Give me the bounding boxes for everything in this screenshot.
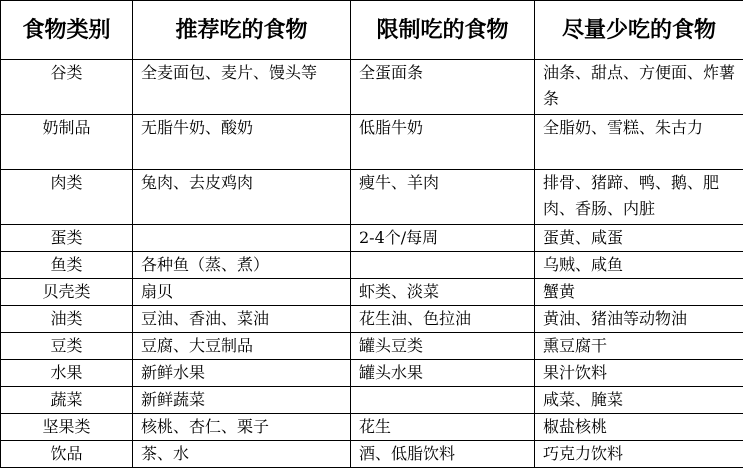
avoid-cell: 全脂奶、雪糕、朱古力 <box>535 115 743 170</box>
category-cell: 油类 <box>1 306 133 333</box>
avoid-cell: 果汁饮料 <box>535 360 743 387</box>
table-row <box>1 360 743 387</box>
limited-cell: 瘦牛、羊肉 <box>351 170 535 225</box>
table-row <box>1 170 743 225</box>
table-row <box>1 387 743 414</box>
limited-cell <box>351 387 535 414</box>
avoid-cell: 熏豆腐干 <box>535 333 743 360</box>
recommended-cell: 豆腐、大豆制品 <box>133 333 351 360</box>
category-cell: 坚果类 <box>1 414 133 441</box>
category-cell: 饮品 <box>1 441 133 468</box>
table-row <box>1 306 743 333</box>
category-cell: 贝壳类 <box>1 279 133 306</box>
header-row <box>1 1 743 60</box>
category-cell: 鱼类 <box>1 252 133 279</box>
table-row <box>1 225 743 252</box>
limited-cell: 酒、低脂饮料 <box>351 441 535 468</box>
header-recommended: 推荐吃的食物 <box>133 1 351 60</box>
recommended-cell: 新鲜水果 <box>133 360 351 387</box>
recommended-cell: 兔肉、去皮鸡肉 <box>133 170 351 225</box>
recommended-cell: 核桃、杏仁、栗子 <box>133 414 351 441</box>
avoid-cell: 椒盐核桃 <box>535 414 743 441</box>
recommended-cell: 无脂牛奶、酸奶 <box>133 115 351 170</box>
recommended-cell <box>133 225 351 252</box>
table-row <box>1 252 743 279</box>
category-cell: 水果 <box>1 360 133 387</box>
table-row <box>1 60 743 115</box>
avoid-cell: 蟹黄 <box>535 279 743 306</box>
limited-cell: 花生油、色拉油 <box>351 306 535 333</box>
avoid-cell: 黄油、猪油等动物油 <box>535 306 743 333</box>
recommended-cell: 全麦面包、麦片、馒头等 <box>133 60 351 115</box>
table-row <box>1 115 743 170</box>
table-row <box>1 441 743 468</box>
category-cell: 蔬菜 <box>1 387 133 414</box>
header-category: 食物类别 <box>1 1 133 60</box>
category-cell: 肉类 <box>1 170 133 225</box>
limited-cell: 花生 <box>351 414 535 441</box>
limited-cell: 低脂牛奶 <box>351 115 535 170</box>
limited-cell: 罐头豆类 <box>351 333 535 360</box>
recommended-cell: 新鲜蔬菜 <box>133 387 351 414</box>
header-limited: 限制吃的食物 <box>351 1 535 60</box>
table-row <box>1 414 743 441</box>
category-cell: 豆类 <box>1 333 133 360</box>
limited-cell: 2-4个/每周 <box>351 225 535 252</box>
avoid-cell: 咸菜、腌菜 <box>535 387 743 414</box>
limited-cell <box>351 252 535 279</box>
recommended-cell: 各种鱼（蒸、煮） <box>133 252 351 279</box>
limited-cell: 罐头水果 <box>351 360 535 387</box>
avoid-cell: 油条、甜点、方便面、炸薯条 <box>535 60 743 115</box>
avoid-cell: 排骨、猪蹄、鸭、鹅、肥肉、香肠、内脏 <box>535 170 743 225</box>
limited-cell: 虾类、淡菜 <box>351 279 535 306</box>
category-cell: 蛋类 <box>1 225 133 252</box>
table-row <box>1 333 743 360</box>
avoid-cell: 乌贼、咸鱼 <box>535 252 743 279</box>
header-avoid: 尽量少吃的食物 <box>535 1 743 60</box>
recommended-cell: 茶、水 <box>133 441 351 468</box>
table-row <box>1 279 743 306</box>
category-cell: 谷类 <box>1 60 133 115</box>
avoid-cell: 蛋黄、咸蛋 <box>535 225 743 252</box>
limited-cell: 全蛋面条 <box>351 60 535 115</box>
recommended-cell: 豆油、香油、菜油 <box>133 306 351 333</box>
category-cell: 奶制品 <box>1 115 133 170</box>
recommended-cell: 扇贝 <box>133 279 351 306</box>
avoid-cell: 巧克力饮料 <box>535 441 743 468</box>
